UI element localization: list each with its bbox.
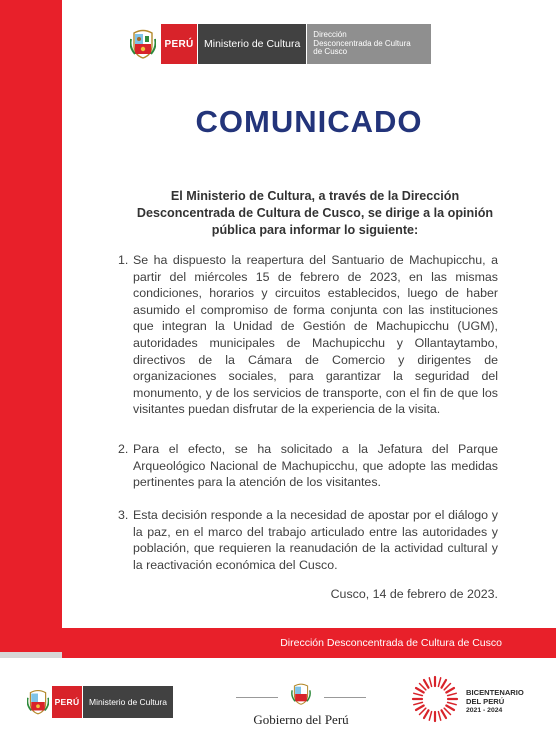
list-item: [118, 507, 498, 573]
gobierno-label: Gobierno del Perú: [253, 712, 349, 727]
directorate-label: [306, 24, 431, 64]
intro-paragraph: El Ministerio de Cultura, a través de la Dirección Desconcentrada de Cultura de Cusco, se dirige a la opinión pública para informar lo siguiente:: [136, 189, 494, 237]
list-item-text: Se ha dispuesto la reapertura del Santuario de Machupicchu, a partir del miércoles 15 de febrero de 2023, en las mismas condiciones, horarios y circuitos establecidos, luego de haber asumido el compromiso de forma conjunta con las instituciones que integran la Unidad de Gestión de Machupicchu (UGM), autoridades municipales de Machupicchu y Ollantaytambo, directivos de la Cámara de Comercio y dirigentes de organizaciones sociales, para garantizar la seguridad del monumento, y de los servicios de transporte, con el fin de que los visitantes puedan disfrutar de la experiencia de la visita.: [133, 253, 498, 417]
list-item-number: 2.: [118, 442, 129, 456]
list-item-number: 3.: [118, 508, 129, 522]
gobierno-del-peru-logo: [236, 683, 366, 728]
bicentenario-years: 2021 - 2024: [466, 707, 503, 715]
ministry-logo-footer: [24, 686, 173, 718]
list-item: [118, 252, 498, 418]
bicentenario-logo: [410, 674, 524, 729]
ministry-label: Ministerio de Cultura: [82, 686, 173, 718]
document-date: Cusco, 14 de febrero de 2023.: [330, 587, 498, 601]
directorate-line-2: Desconcentrada de Cultura: [313, 38, 411, 48]
list-item-text: Esta decisión responde a la necesidad de apostar por el diálogo y la paz, en el marco del trabajo articulado entre las autoridades y población, que requieren la reanudación de la actividad cultural y la reactivación económica del Cusco.: [133, 508, 498, 572]
bicentenario-line-2: DEL PERÚ: [466, 696, 505, 706]
list-item-text: Para el efecto, se ha solicitado a la Jefatura del Parque Arqueológico Nacional de Machupicchu, que adopte las medidas pertinentes para la atención de los visitantes.: [133, 442, 498, 490]
directorate-line-3: de Cusco: [313, 47, 348, 57]
directorate-line-1: Dirección: [313, 30, 347, 40]
ministry-label: Ministerio de Cultura: [197, 24, 306, 64]
bicentenario-line-1: BICENTENARIO: [466, 687, 524, 697]
peru-coat-of-arms-icon: [291, 683, 311, 710]
document-title: COMUNICADO: [195, 104, 423, 139]
peru-label: PERÚ: [52, 686, 82, 718]
divider: [236, 697, 278, 698]
peru-coat-of-arms-icon: [125, 24, 161, 64]
peru-label: PERÚ: [161, 24, 197, 64]
list-item-number: 1.: [118, 253, 129, 267]
bicentenario-emblem-icon: [410, 674, 460, 729]
left-red-bar: [0, 0, 62, 652]
divider: [324, 697, 366, 698]
ministry-logo-header: [125, 24, 431, 64]
list-item: [118, 441, 498, 491]
footer-red-band: [62, 628, 556, 658]
footer-band-label: Dirección Desconcentrada de Cultura de Cusco: [280, 637, 502, 649]
bicentenario-text: [466, 688, 524, 716]
peru-coat-of-arms-icon: [24, 686, 52, 718]
